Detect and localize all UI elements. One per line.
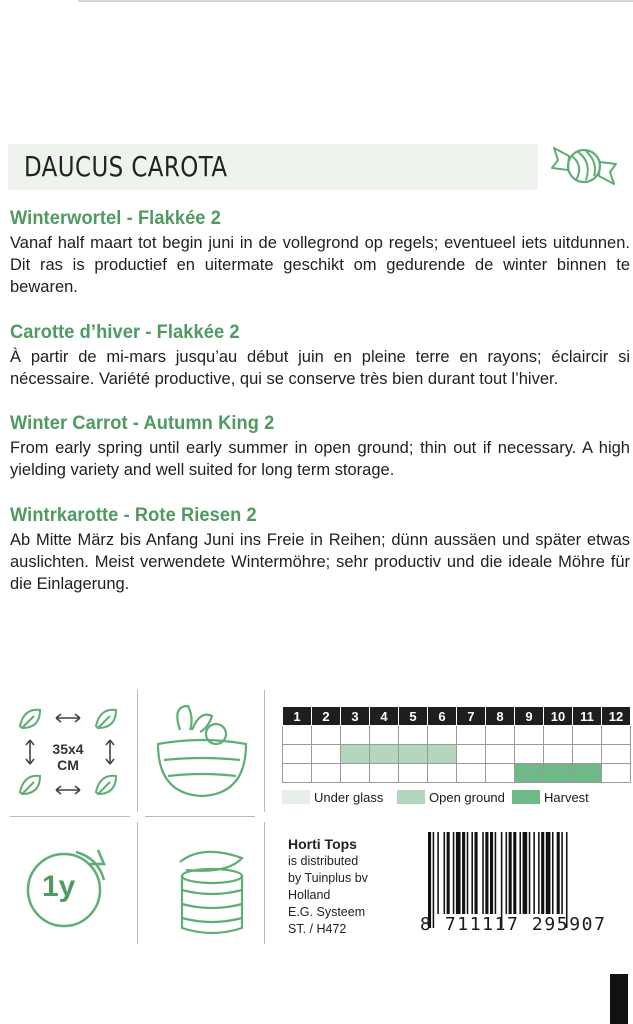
legend-swatch — [512, 790, 540, 804]
calendar-cell — [602, 726, 631, 745]
calendar-cell — [312, 726, 341, 745]
calendar-cell — [486, 745, 515, 764]
section-german — [10, 505, 630, 595]
calendar-cell — [544, 745, 573, 764]
spacing-value — [40, 741, 96, 773]
legend-label: Open ground — [429, 789, 505, 805]
calendar-month-header — [283, 707, 631, 726]
section-text: Ab Mitte März bis Anfang Juni ins Freie in Reihen; dünn aussäen und später etwas auslichten. Meist verwendete Wintermöhre; sehr productiv und die ideale Möhre für die Einlagerung. — [10, 531, 630, 593]
legend-label: Under glass — [314, 789, 384, 805]
grid-divider — [145, 816, 255, 817]
calendar-cell — [399, 726, 428, 745]
calendar-cell — [457, 764, 486, 783]
calendar-month: 6 — [428, 707, 457, 726]
section-title: Winterwortel - Flakkée 2 — [10, 208, 221, 229]
calendar-month: 12 — [602, 707, 631, 726]
calendar-month: 4 — [370, 707, 399, 726]
calendar-month: 10 — [544, 707, 573, 726]
calendar-cell — [428, 764, 457, 783]
section-title: Winter Carrot - Autumn King 2 — [10, 413, 275, 434]
calendar-month: 1 — [283, 707, 312, 726]
section-french — [10, 322, 630, 390]
barcode-digits: 8 711117 295907 — [420, 914, 607, 935]
grid-divider — [264, 690, 265, 812]
calendar-cell — [573, 726, 602, 745]
calendar-month: 2 — [312, 707, 341, 726]
calendar-month: 8 — [486, 707, 515, 726]
distributor-line: by Tuinplus bv — [288, 871, 368, 885]
section-english — [10, 413, 630, 481]
calendar-cell — [515, 726, 544, 745]
calendar-cell — [399, 764, 428, 783]
calendar-month: 7 — [457, 707, 486, 726]
calendar-cell — [341, 726, 370, 745]
calendar-cell — [515, 745, 544, 764]
calendar-cell — [370, 726, 399, 745]
legend-under-glass — [282, 788, 383, 806]
section-text: From early spring until early summer in open ground; thin out if necessary. A high yielding variety and well suited for long term storage. — [10, 439, 630, 479]
calendar-cell — [283, 726, 312, 745]
calendar-month: 3 — [341, 707, 370, 726]
calendar-cell — [573, 745, 602, 764]
distributor-line: ST. / H472 — [288, 922, 347, 936]
calendar-cell — [370, 745, 399, 764]
calendar-cell — [341, 745, 370, 764]
distributor-line: Holland — [288, 888, 331, 902]
legend-swatch — [397, 790, 425, 804]
calendar-cell — [312, 745, 341, 764]
calendar-cell — [428, 726, 457, 745]
storage-can-icon — [172, 840, 250, 940]
calendar-cell — [370, 764, 399, 783]
calendar-month: 5 — [399, 707, 428, 726]
top-rule — [78, 0, 633, 2]
candy-seed-packet-icon — [548, 138, 620, 194]
section-text: À partir de mi-mars jusqu’au début juin en pleine terre en rayons; éclaircir si nécessaire. Variété productive, qui se conserve très bien durant tout l’hiver. — [10, 348, 630, 388]
calendar-cell — [544, 726, 573, 745]
calendar-row-under-glass — [283, 726, 631, 745]
spacing-dimensions: 35x4 — [52, 741, 84, 757]
company-name: Horti Tops — [288, 836, 357, 852]
calendar-cell — [457, 745, 486, 764]
calendar-cell — [573, 764, 602, 783]
distributor-info — [288, 836, 368, 938]
calendar-row-harvest — [283, 764, 631, 783]
section-dutch — [10, 208, 630, 298]
grid-divider — [10, 816, 130, 817]
calendar-month: 11 — [573, 707, 602, 726]
calendar-cell — [544, 764, 573, 783]
legend-harvest — [512, 788, 589, 806]
calendar-cell — [283, 745, 312, 764]
corner-bar — [610, 974, 628, 1024]
calendar-cell — [602, 764, 631, 783]
calendar-cell — [428, 745, 457, 764]
calendar-cell — [602, 745, 631, 764]
sowing-calendar — [282, 706, 631, 783]
spacing-unit: CM — [57, 757, 79, 773]
calendar-cell — [399, 745, 428, 764]
calendar-month: 9 — [515, 707, 544, 726]
grid-divider — [137, 690, 138, 812]
vegetable-bowl-icon — [150, 700, 254, 806]
distributor-line: E.G. Systeem — [288, 905, 366, 919]
legend-swatch — [282, 790, 310, 804]
calendar-cell — [312, 764, 341, 783]
legend-label: Harvest — [544, 789, 589, 805]
calendar-cell — [283, 764, 312, 783]
calendar-cell — [457, 726, 486, 745]
species-title: DAUCUS CAROTA — [24, 150, 228, 183]
calendar-cell — [486, 764, 515, 783]
calendar-cell — [486, 726, 515, 745]
section-title: Wintrkarotte - Rote Riesen 2 — [10, 505, 257, 526]
cycle-label: 1y — [42, 870, 76, 903]
calendar-cell — [515, 764, 544, 783]
grid-divider — [137, 822, 138, 944]
calendar-cell — [341, 764, 370, 783]
grid-divider — [264, 822, 265, 944]
section-title: Carotte d’hiver - Flakkée 2 — [10, 322, 240, 343]
section-text: Vanaf half maart tot begin juni in de vollegrond op regels; eventueel iets uitdunnen. Dit ras is productief en uitermate geschikt om gedurende de winter binnen te bewaren. — [10, 234, 630, 296]
legend-open-ground — [397, 788, 505, 806]
calendar-row-open-ground — [283, 745, 631, 764]
distributor-line: is distributed — [288, 854, 359, 868]
